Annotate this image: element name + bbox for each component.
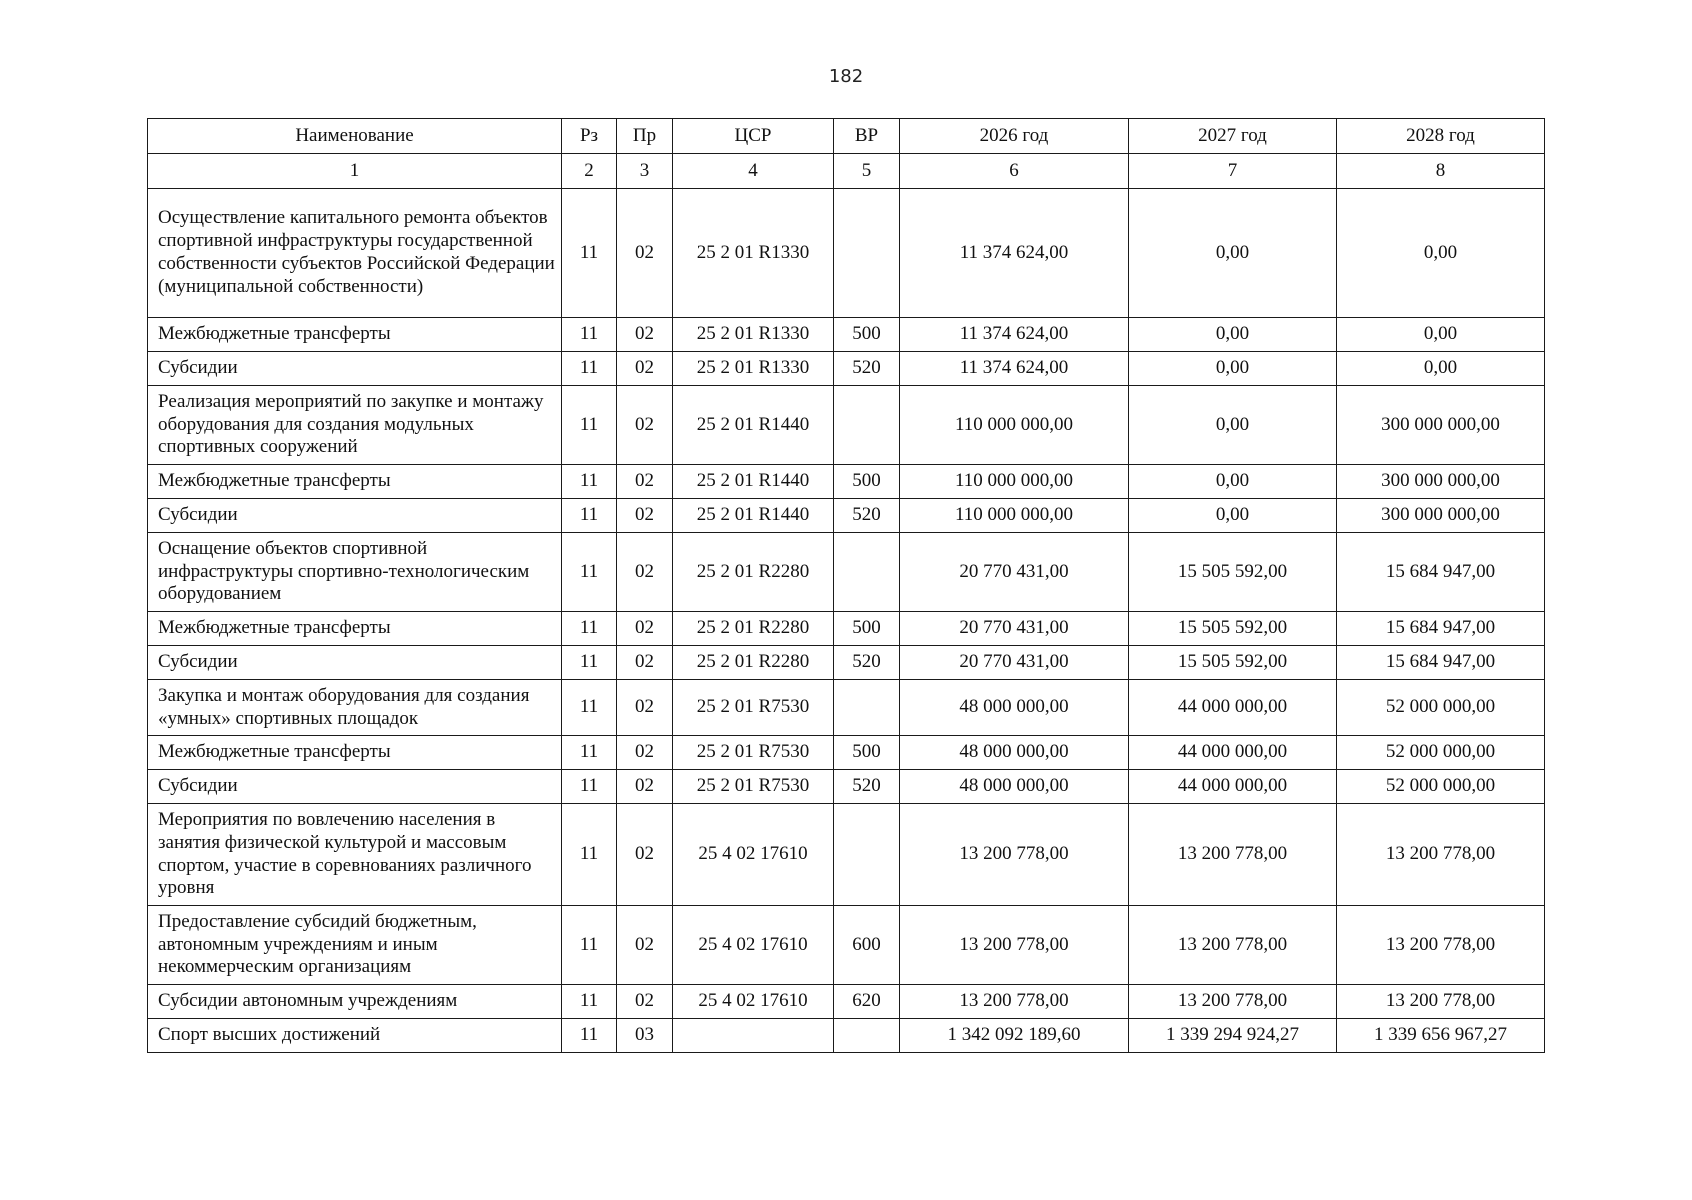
row-2028: 15 684 947,00	[1337, 646, 1545, 680]
header-vr: ВР	[834, 119, 900, 154]
row-2028: 13 200 778,00	[1337, 985, 1545, 1019]
row-csr: 25 2 01 R7530	[673, 770, 834, 804]
row-csr	[673, 1019, 834, 1053]
row-csr: 25 4 02 17610	[673, 804, 834, 906]
row-2026: 20 770 431,00	[900, 533, 1129, 612]
row-2027: 13 200 778,00	[1129, 906, 1337, 985]
row-2026: 13 200 778,00	[900, 906, 1129, 985]
row-2026: 1 342 092 189,60	[900, 1019, 1129, 1053]
row-pr: 02	[617, 985, 673, 1019]
row-2027: 44 000 000,00	[1129, 770, 1337, 804]
table-row	[148, 533, 1545, 612]
row-pr: 02	[617, 804, 673, 906]
row-2028: 52 000 000,00	[1337, 736, 1545, 770]
row-vr	[834, 1019, 900, 1053]
row-2028: 15 684 947,00	[1337, 612, 1545, 646]
row-name: Субсидии	[148, 352, 562, 386]
column-number: 8	[1337, 154, 1545, 189]
row-vr	[834, 533, 900, 612]
row-name: Субсидии	[148, 499, 562, 533]
header-pr: Пр	[617, 119, 673, 154]
row-2026: 48 000 000,00	[900, 680, 1129, 736]
row-pr: 02	[617, 465, 673, 499]
row-pr: 03	[617, 1019, 673, 1053]
row-rz: 11	[562, 1019, 617, 1053]
row-csr: 25 2 01 R7530	[673, 680, 834, 736]
row-csr: 25 2 01 R2280	[673, 533, 834, 612]
row-csr: 25 2 01 R1330	[673, 189, 834, 318]
row-pr: 02	[617, 189, 673, 318]
row-2027: 13 200 778,00	[1129, 985, 1337, 1019]
table-row	[148, 770, 1545, 804]
table-row	[148, 680, 1545, 736]
table-row	[148, 189, 1545, 318]
row-rz: 11	[562, 736, 617, 770]
row-pr: 02	[617, 386, 673, 465]
row-2028: 15 684 947,00	[1337, 533, 1545, 612]
row-name: Реализация мероприятий по закупке и монтажу оборудования для создания модульных спортивных сооружений	[148, 386, 562, 465]
row-csr: 25 2 01 R7530	[673, 736, 834, 770]
row-2026: 110 000 000,00	[900, 499, 1129, 533]
row-rz: 11	[562, 770, 617, 804]
column-number-row	[148, 154, 1545, 189]
table-row	[148, 386, 1545, 465]
column-number: 7	[1129, 154, 1337, 189]
row-2027: 0,00	[1129, 499, 1337, 533]
header-csr: ЦСР	[673, 119, 834, 154]
row-2028: 300 000 000,00	[1337, 386, 1545, 465]
column-number: 4	[673, 154, 834, 189]
row-rz: 11	[562, 612, 617, 646]
column-number: 1	[148, 154, 562, 189]
row-pr: 02	[617, 906, 673, 985]
row-name: Предоставление субсидий бюджетным, автономным учреждениям и иным некоммерческим организациям	[148, 906, 562, 985]
row-rz: 11	[562, 352, 617, 386]
row-vr	[834, 804, 900, 906]
row-2027: 13 200 778,00	[1129, 804, 1337, 906]
row-pr: 02	[617, 318, 673, 352]
row-2026: 11 374 624,00	[900, 189, 1129, 318]
row-pr: 02	[617, 499, 673, 533]
row-csr: 25 2 01 R1440	[673, 386, 834, 465]
row-name: Спорт высших достижений	[148, 1019, 562, 1053]
row-rz: 11	[562, 985, 617, 1019]
row-2026: 13 200 778,00	[900, 804, 1129, 906]
column-number: 2	[562, 154, 617, 189]
header-2026: 2026 год	[900, 119, 1129, 154]
row-2026: 11 374 624,00	[900, 352, 1129, 386]
row-name: Субсидии	[148, 770, 562, 804]
row-2027: 1 339 294 924,27	[1129, 1019, 1337, 1053]
row-pr: 02	[617, 646, 673, 680]
row-rz: 11	[562, 533, 617, 612]
row-vr: 500	[834, 736, 900, 770]
row-name: Мероприятия по вовлечению населения в занятия физической культурой и массовым спортом, участие в соревнованиях различного уровня	[148, 804, 562, 906]
table-row	[148, 352, 1545, 386]
row-rz: 11	[562, 386, 617, 465]
row-csr: 25 4 02 17610	[673, 906, 834, 985]
row-name: Субсидии автономным учреждениям	[148, 985, 562, 1019]
table-row	[148, 804, 1545, 906]
row-2027: 44 000 000,00	[1129, 680, 1337, 736]
row-rz: 11	[562, 465, 617, 499]
row-csr: 25 2 01 R1330	[673, 352, 834, 386]
table-row	[148, 646, 1545, 680]
header-2027: 2027 год	[1129, 119, 1337, 154]
row-vr: 500	[834, 612, 900, 646]
row-pr: 02	[617, 352, 673, 386]
row-csr: 25 2 01 R1330	[673, 318, 834, 352]
row-2026: 20 770 431,00	[900, 646, 1129, 680]
row-2028: 52 000 000,00	[1337, 770, 1545, 804]
row-csr: 25 2 01 R2280	[673, 646, 834, 680]
row-pr: 02	[617, 533, 673, 612]
row-2028: 0,00	[1337, 318, 1545, 352]
page-number: 182	[828, 66, 864, 87]
row-name: Межбюджетные трансферты	[148, 736, 562, 770]
row-vr	[834, 386, 900, 465]
row-csr: 25 2 01 R1440	[673, 465, 834, 499]
table-row	[148, 906, 1545, 985]
row-name: Закупка и монтаж оборудования для создания «умных» спортивных площадок	[148, 680, 562, 736]
row-2027: 15 505 592,00	[1129, 646, 1337, 680]
budget-table	[147, 118, 1545, 1053]
header-name: Наименование	[148, 119, 562, 154]
row-2027: 0,00	[1129, 189, 1337, 318]
row-rz: 11	[562, 646, 617, 680]
table-row	[148, 1019, 1545, 1053]
column-number: 5	[834, 154, 900, 189]
row-rz: 11	[562, 804, 617, 906]
row-csr: 25 2 01 R2280	[673, 612, 834, 646]
row-2027: 15 505 592,00	[1129, 533, 1337, 612]
row-2026: 48 000 000,00	[900, 770, 1129, 804]
row-2028: 1 339 656 967,27	[1337, 1019, 1545, 1053]
table-row	[148, 465, 1545, 499]
row-vr: 500	[834, 318, 900, 352]
row-2027: 44 000 000,00	[1129, 736, 1337, 770]
row-vr: 520	[834, 499, 900, 533]
row-2027: 0,00	[1129, 386, 1337, 465]
row-name: Межбюджетные трансферты	[148, 612, 562, 646]
row-2028: 0,00	[1337, 352, 1545, 386]
row-name: Оснащение объектов спортивной инфраструктуры спортивно-технологическим оборудованием	[148, 533, 562, 612]
table-row	[148, 318, 1545, 352]
row-2026: 13 200 778,00	[900, 985, 1129, 1019]
row-vr: 620	[834, 985, 900, 1019]
row-2027: 0,00	[1129, 465, 1337, 499]
row-vr	[834, 680, 900, 736]
row-rz: 11	[562, 680, 617, 736]
row-vr: 520	[834, 770, 900, 804]
row-name: Межбюджетные трансферты	[148, 318, 562, 352]
table-row	[148, 612, 1545, 646]
row-vr: 500	[834, 465, 900, 499]
row-rz: 11	[562, 906, 617, 985]
row-name: Осуществление капитального ремонта объектов спортивной инфраструктуры государственной собственности субъектов Российской Федерации (муниципальной собственности)	[148, 189, 562, 318]
row-2027: 0,00	[1129, 318, 1337, 352]
row-name: Межбюджетные трансферты	[148, 465, 562, 499]
row-2028: 13 200 778,00	[1337, 804, 1545, 906]
column-number: 3	[617, 154, 673, 189]
header-2028: 2028 год	[1337, 119, 1545, 154]
row-pr: 02	[617, 680, 673, 736]
column-number: 6	[900, 154, 1129, 189]
row-2028: 300 000 000,00	[1337, 499, 1545, 533]
row-2028: 52 000 000,00	[1337, 680, 1545, 736]
row-csr: 25 4 02 17610	[673, 985, 834, 1019]
row-2026: 110 000 000,00	[900, 386, 1129, 465]
row-2026: 110 000 000,00	[900, 465, 1129, 499]
table-row	[148, 985, 1545, 1019]
row-rz: 11	[562, 499, 617, 533]
header-row	[148, 119, 1545, 154]
row-2027: 15 505 592,00	[1129, 612, 1337, 646]
row-2026: 11 374 624,00	[900, 318, 1129, 352]
row-pr: 02	[617, 736, 673, 770]
row-vr: 520	[834, 646, 900, 680]
table-row	[148, 499, 1545, 533]
row-rz: 11	[562, 318, 617, 352]
row-vr: 600	[834, 906, 900, 985]
row-rz: 11	[562, 189, 617, 318]
row-csr: 25 2 01 R1440	[673, 499, 834, 533]
row-pr: 02	[617, 612, 673, 646]
table-row	[148, 736, 1545, 770]
row-vr: 520	[834, 352, 900, 386]
row-name: Субсидии	[148, 646, 562, 680]
row-2026: 48 000 000,00	[900, 736, 1129, 770]
row-2028: 0,00	[1337, 189, 1545, 318]
row-vr	[834, 189, 900, 318]
row-2027: 0,00	[1129, 352, 1337, 386]
row-pr: 02	[617, 770, 673, 804]
header-rz: Рз	[562, 119, 617, 154]
row-2026: 20 770 431,00	[900, 612, 1129, 646]
row-2028: 300 000 000,00	[1337, 465, 1545, 499]
row-2028: 13 200 778,00	[1337, 906, 1545, 985]
